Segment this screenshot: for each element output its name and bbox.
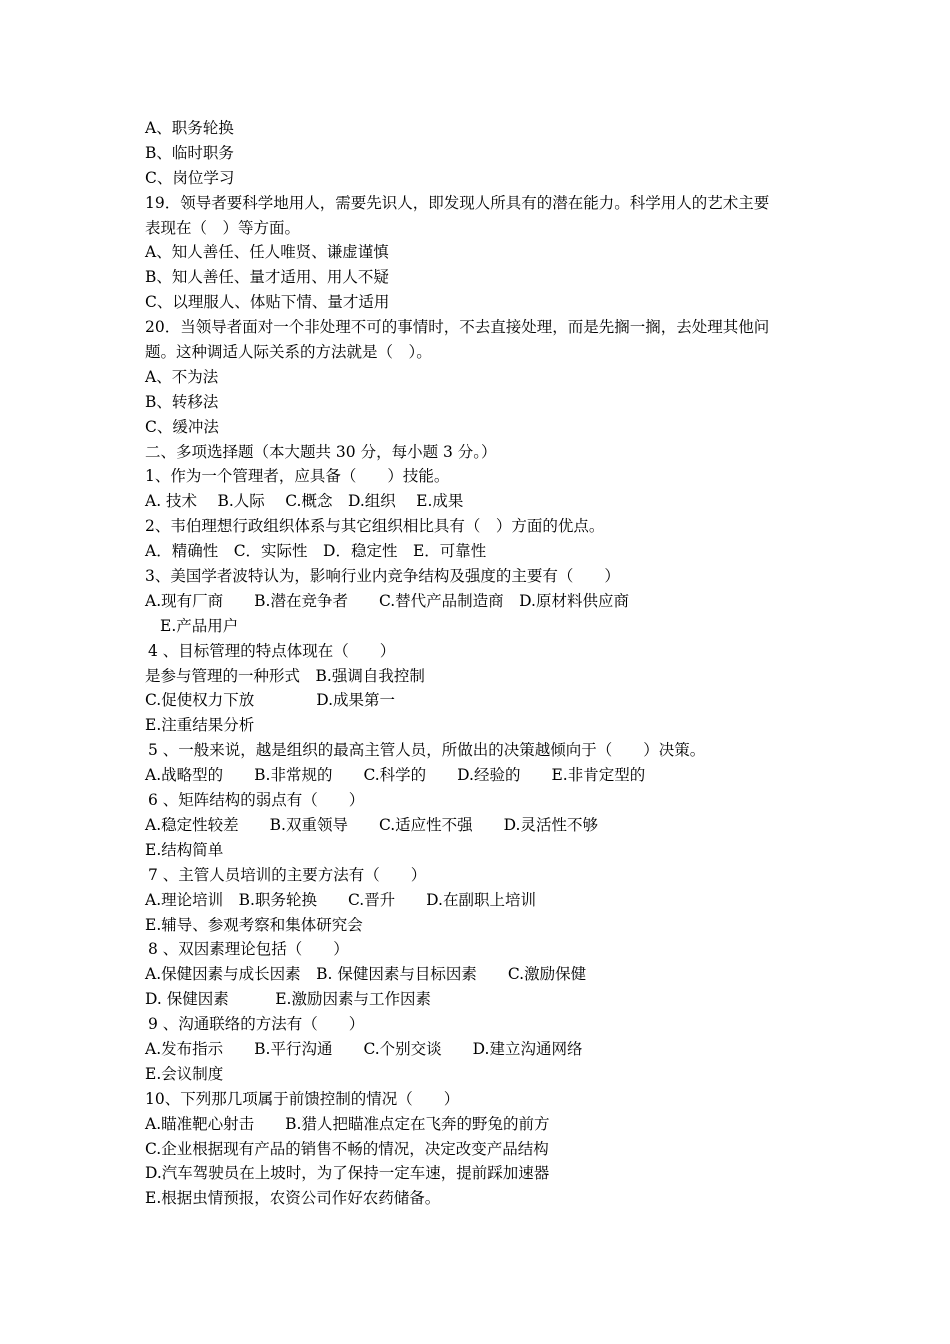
option-line: A．精确性 C．实际性 D．稳定性 E．可靠性 [145,542,487,561]
question-line: 7 、主管人员培训的主要方法有（ ） [148,865,427,884]
option-line: E.注重结果分析 [145,716,255,735]
option-line: D.汽车驾驶员在上坡时，为了保持一定车速，提前踩加速器 [145,1164,550,1183]
option-line: A、职务轮换 [145,119,234,137]
option-line: A.稳定性较差 B.双重领导 C.适应性不强 D.灵活性不够 [145,815,598,834]
option-line: E.产品用户 [160,616,239,635]
option-line: B、临时职务 [145,143,234,162]
question-line: 2、韦伯理想行政组织体系与其它组织相比具有（ ）方面的优点。 [145,517,605,536]
option-line: D. 保健因素 E.激励因素与工作因素 [145,990,431,1009]
question-line: 题。这种调适人际关系的方法就是（ ）。 [145,343,432,362]
option-line: A、知人善任、任人唯贤、谦虚谨慎 [145,243,389,262]
question-line: 19．领导者要科学地用人，需要先识人，即发现人所具有的潜在能力。科学用人的艺术主要 [145,193,770,212]
question-line: 4 、目标管理的特点体现在（ ） [148,641,396,660]
option-line: E.结构简单 [145,840,224,859]
option-line: A.战略型的 B.非常规的 C.科学的 D.经验的 E.非肯定型的 [145,766,646,785]
option-line: B、知人善任、量才适用、用人不疑 [145,268,389,287]
option-line: A.发布指示 B.平行沟通 C.个别交谈 D.建立沟通网络 [145,1039,583,1058]
option-line: B、转移法 [145,392,219,411]
question-line: 5 、一般来说，越是组织的最高主管人员，所做出的决策越倾向于（ ）决策。 [148,741,706,760]
option-line: A.现有厂商 B.潜在竞争者 C.替代产品制造商 D.原材料供应商 [145,591,629,610]
option-line: C.促使权力下放 D.成果第一 [145,691,396,710]
question-line: 3、美国学者波特认为，影响行业内竞争结构及强度的主要有（ ） [145,567,620,586]
option-line: E.会议制度 [145,1064,224,1083]
question-line: 20．当领导者面对一个非处理不可的事情时，不去直接处理，而是先搁一搁，去处理其他问 [145,318,770,337]
question-line: 6 、矩阵结构的弱点有（ ） [148,791,365,810]
option-line: A.保健因素与成长因素 B. 保健因素与目标因素 C.激励保健 [145,965,587,984]
question-line: 10、下列那几项属于前馈控制的情况（ ） [145,1089,460,1108]
question-line: 表现在（ ）等方面。 [145,218,301,237]
option-line: C、岗位学习 [145,168,235,187]
option-line: C、缓冲法 [145,417,219,436]
option-line: A. 技术 B.人际 C.概念 D.组织 E.成果 [145,492,464,511]
option-line: C、以理服人、体贴下情、量才适用 [145,293,390,312]
option-line: E.辅导、参观考察和集体研究会 [145,915,363,934]
section-heading: 二、多项选择题（本大题共 30 分，每小题 3 分。） [145,442,497,461]
option-line: 是参与管理的一种形式 B.强调自我控制 [145,666,425,685]
option-line: C.企业根据现有产品的销售不畅的情况，决定改变产品结构 [145,1139,549,1158]
option-line: E.根据虫情预报，农资公司作好农药储备。 [145,1189,441,1208]
document-body [145,116,825,1211]
question-line: 9 、沟通联络的方法有（ ） [148,1015,365,1034]
option-line: A.理论培训 B.职务轮换 C.晋升 D.在副职上培训 [145,890,536,909]
option-line: A.瞄准靶心射击 B.猎人把瞄准点定在飞奔的野兔的前方 [145,1114,550,1133]
question-line: 8 、双因素理论包括（ ） [148,940,349,959]
question-line: 1、作为一个管理者，应具备（ ）技能。 [145,467,450,486]
option-line: A、不为法 [145,367,219,386]
